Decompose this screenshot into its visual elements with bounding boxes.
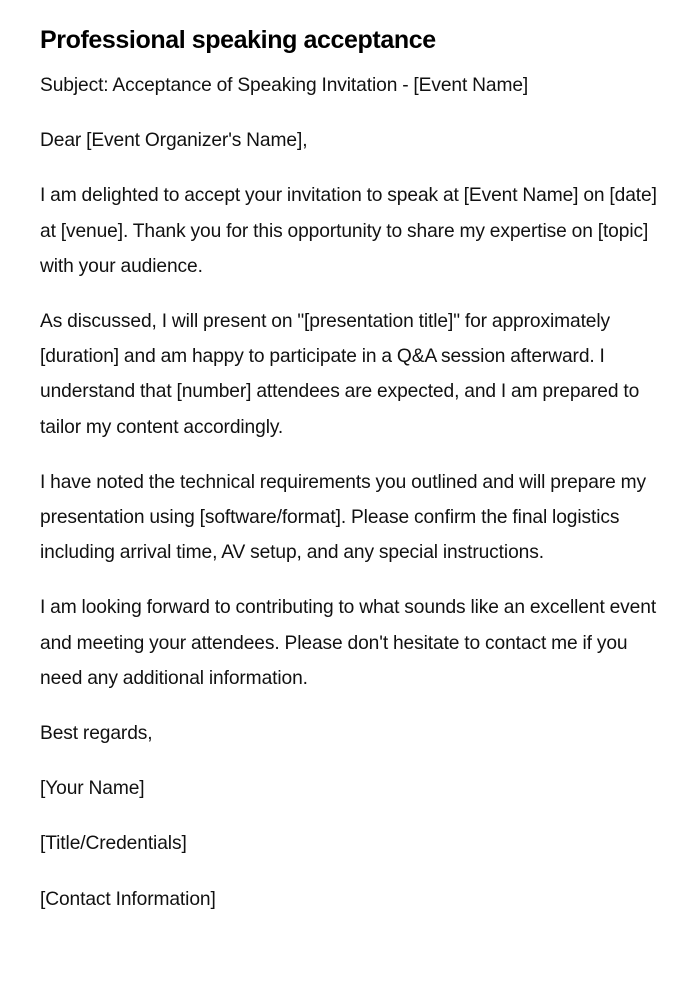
document-title: Professional speaking acceptance [40, 26, 436, 54]
signature-name: [Your Name] [40, 778, 145, 800]
body-paragraph-1: I am delighted to accept your invitation to speak at [Event Name] on [date] at [venue]. Thank you for this opportunity to share my expertise on [topic] with your audience. [40, 185, 657, 277]
signature-contact: [Contact Information] [40, 888, 216, 910]
body-paragraph-2: As discussed, I will present on "[presentation title]" for approximately [duration] and am happy to participate in a Q&A session afterward. I understand that [number] attendees are expected, and I am prepared to tailor my content accordingly. [40, 311, 640, 438]
closing: Best regards, [40, 723, 153, 745]
body-paragraph-3: I have noted the technical requirements you outlined and will prepare my presentation using [software/format]. Please confirm the final logistics including arrival time, AV setup, and any special instructions. [40, 471, 646, 564]
body-paragraph-4: I am looking forward to contributing to what sounds like an excellent event and meeting your attendees. Please don't hesitate to contact me if you need any additional information. [40, 597, 657, 689]
salutation: Dear [Event Organizer's Name], [40, 130, 308, 152]
subject-line: Subject: Acceptance of Speaking Invitation - [Event Name] [40, 75, 529, 96]
signature-title: [Title/Credentials] [40, 833, 187, 855]
